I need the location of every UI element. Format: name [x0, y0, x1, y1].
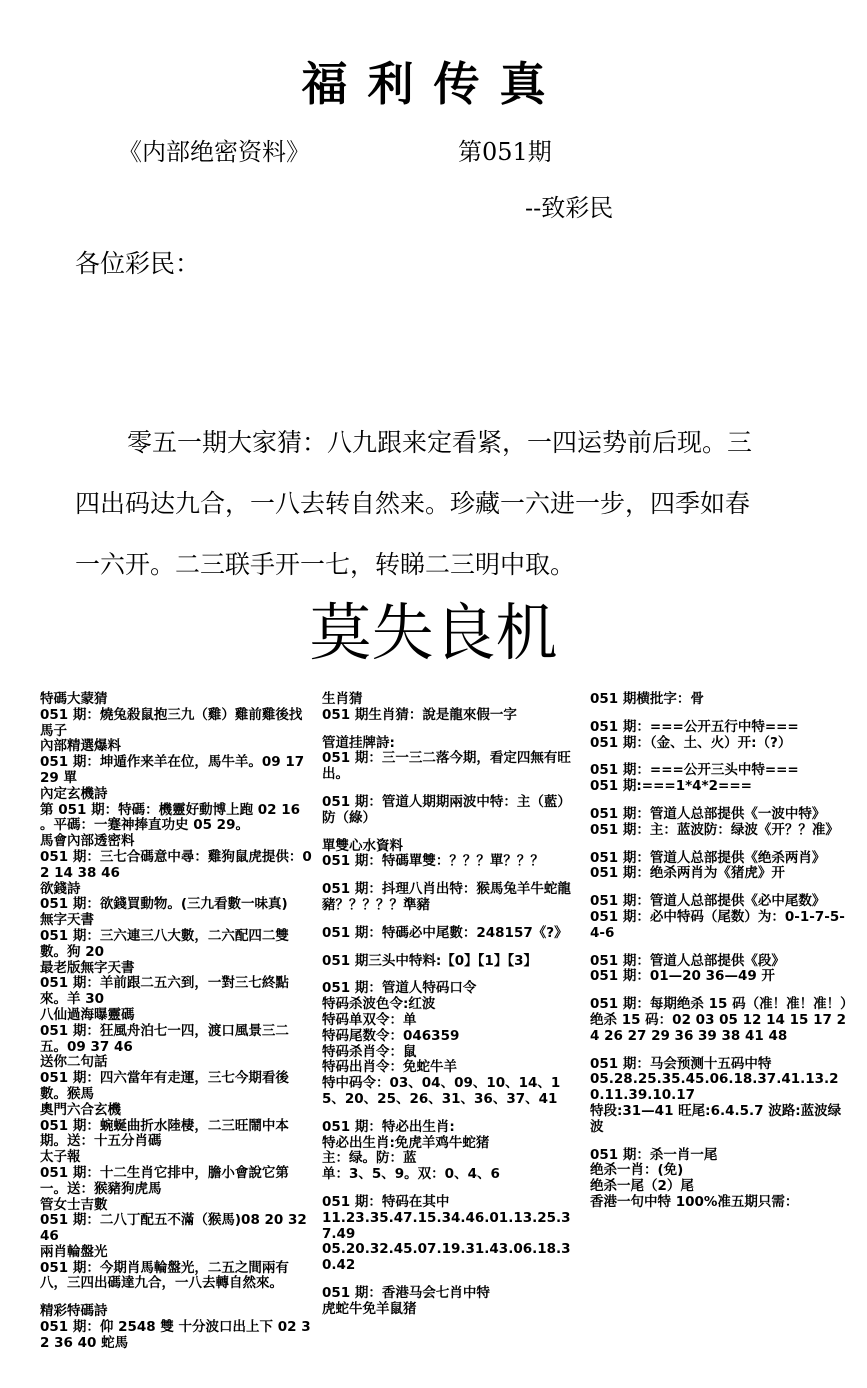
text-line: 管道挂牌詩: [322, 734, 395, 751]
text-line: 特码单双令：单 [322, 1011, 417, 1028]
text-line: 05.28.25.35.45.06.18.37.41.13.20.11.39.10.17 [590, 1071, 839, 1104]
text-line: 單雙心水資料 [322, 837, 403, 854]
text-line: 051 期：===公开五行中特=== [590, 718, 799, 735]
document-subtitle: 《内部绝密资料》 [118, 138, 310, 166]
text-line: 绝杀一肖：(免) [590, 1162, 684, 1179]
text-line: 051 期：羊前跟二五六到，一對三七終點來。羊 30 [40, 975, 289, 1008]
column-middle [322, 692, 577, 1318]
text-line: 管女士吉數 [40, 1196, 108, 1213]
text-line: 051 期：（金、土、火）开:（?） [590, 734, 792, 751]
text-line: 欲錢詩 [40, 880, 81, 897]
text-line: 051 期三头中特料:【0】【1】【3】 [322, 952, 537, 969]
text-line: 特码尾数令：046359 [322, 1027, 460, 1044]
text-line: 051 期：管道人总部提供《必中尾数》 [590, 893, 826, 910]
text-line: 单：3、5、9。双：0、4、6 [322, 1166, 500, 1183]
text-line: 051 期：管道人总部提供《绝杀两肖》 [590, 849, 826, 866]
text-line: 虎蛇牛免羊鼠猪 [322, 1300, 417, 1317]
text-line: 送你二句話 [40, 1054, 108, 1071]
text-line: 051 期：仰 2548 雙 十分波口出上下 02 32 36 40 蛇馬 [40, 1319, 311, 1351]
text-line: 051 期：管道人总部提供《一波中特》 [590, 805, 826, 822]
spacer [590, 839, 848, 851]
text-line: 特必出生肖:免虎羊鸡牛蛇猪 [322, 1134, 490, 1151]
spacer [322, 942, 577, 954]
text-line: 绝杀一尾（2）尾 [590, 1178, 694, 1195]
text-line: 051 期：杀一肖一尾 [590, 1146, 718, 1163]
text-line: 051 期:===1*4*2=== [590, 778, 752, 795]
poem-line: 一六开。二三联手开一七，转睇二三明中取。 [75, 550, 576, 579]
text-line: 太子報 [40, 1149, 81, 1166]
greeting: 各位彩民： [75, 249, 201, 278]
text-line: 特码出肖令：免蛇牛羊 [322, 1059, 457, 1076]
text-line: 051 期横批字：骨 [590, 691, 704, 707]
text-line: 八仙過海曝靈碼 [40, 1006, 135, 1023]
spacer [590, 1045, 848, 1057]
text-line: 051 期：===公开三头中特=== [590, 762, 799, 779]
text-line: 11.23.35.47.15.34.46.01.13.25.37.49 [322, 1209, 571, 1242]
text-line: 051 期：燒兔殺鼠抱三九（雞）雞前雞後找馬子 [40, 706, 303, 739]
page-title: 福利传真 [301, 57, 566, 111]
issue-number: 第051期 [458, 138, 552, 166]
text-line: 051 期：十二生肖它排中，膽小會說它第一。送：猴豬狗虎馬 [40, 1164, 289, 1197]
text-line: 奧門六合玄機 [40, 1101, 121, 1118]
text-line: 051 期：香港马会七肖中特 [322, 1284, 490, 1301]
text-line: 绝杀 15 码：02 03 05 12 14 15 17 24 26 27 29 36 39 38 41 48 [590, 1011, 846, 1044]
text-line: 051 期：坤遁作来羊在位，馬牛羊。09 17 29 單 [40, 754, 305, 786]
text-line: 051 期生肖猜：說是龍來假一字 [322, 706, 517, 723]
text-line: 特中码令：03、04、09、10、14、15、20、25、26、31、36、37、41 [322, 1075, 561, 1107]
spacer [322, 1108, 577, 1120]
spacer [322, 827, 577, 839]
text-line: 051 期：绝杀两肖为《猪虎》开 [590, 865, 785, 882]
spacer [322, 724, 577, 736]
text-line: 無字天書 [40, 912, 94, 929]
spacer [590, 942, 848, 954]
text-line: 051 期：三一三二落今期，看定四無有旺出。 [322, 750, 571, 783]
text-line: 051 期：四六當年有走運，三七今期看後數。猴馬 [40, 1070, 289, 1102]
text-line: 051 期：二八丁配五不滿（猴馬)08 20 32 46 [40, 1212, 307, 1245]
text-line: 051 期：特码在其中 [322, 1193, 450, 1210]
text-line: 051 期：管道人总部提供《段》 [590, 952, 785, 969]
text-line: 主：绿。防：蓝 [322, 1150, 417, 1167]
text-line: 051 期：01—20 36—49 开 [590, 968, 775, 985]
section-title: 莫失良机 [309, 596, 558, 669]
text-line: 馬會內部透密料 [40, 833, 135, 850]
text-line: 05.20.32.45.07.19.31.43.06.18.30.42 [322, 1241, 571, 1274]
text-line: 最老版無字天書 [40, 959, 135, 976]
text-line: 051 期：今期肖馬輪盤光，二五之間兩有八，三四出碼達九合，一八去轉自然來。 [40, 1259, 289, 1292]
text-line: 內定玄機詩 [40, 785, 108, 802]
text-line: 特码杀肖令：鼠 [322, 1043, 417, 1060]
text-line: 生肖猜 [322, 691, 363, 707]
text-line: 兩肖輪盤光 [40, 1243, 108, 1260]
column-left [40, 692, 312, 1352]
text-line: 051 期：狂風舟泊七一四，渡口風景三二五。09 37 46 [40, 1022, 289, 1055]
text-line: 第 051 期：特碼：機靈好動博上跑 02 16 。平碼：一蹇神捧直功史 05 29。 [40, 801, 301, 834]
text-line: 051 期：特碼必中尾數：248157《?》 [322, 924, 568, 941]
spacer [322, 914, 577, 926]
spacer [590, 1136, 848, 1148]
text-line: 051 期：抖理八肖出特：猴馬兔羊牛蛇龍豬？？？？？準豬 [322, 881, 571, 913]
text-line: 051 期：欲錢買動物。(三九看數一味真) [40, 896, 288, 913]
text-line: 內部精選爆料 [40, 738, 121, 755]
poem-line: 四出码达九合，一八去转自然来。珍藏一六进一步，四季如春 [75, 489, 751, 518]
text-line: 051 期：马会预测十五码中特 [590, 1055, 772, 1072]
dedication: --致彩民 [525, 194, 614, 222]
text-line: 051 期：三七合碼意中尋：雞狗鼠虎提供：02 14 38 46 [40, 848, 312, 881]
text-line: 香港一句中特 100%准五期只需： [590, 1193, 799, 1210]
text-line: 特段:31—41 旺尾:6.4.5.7 波路:蓝波绿波 [590, 1102, 842, 1135]
text-line: 051 期：三六連三八大數，二六配四二雙數。狗 20 [40, 927, 289, 960]
text-line: 特码杀波色令:红波 [322, 996, 436, 1013]
text-line: 051 期：特碼單雙：？？？單？？？ [322, 853, 544, 870]
text-line: 051 期：管道人期期兩波中特：主（藍）防（綠） [322, 793, 571, 826]
text-line: 051 期：特必出生肖: [322, 1118, 455, 1135]
text-line: 051 期：管道人特码口令 [322, 980, 477, 997]
poem-line: 零五一期大家猜：八九跟来定看紧，一四运势前后现。三 [127, 428, 753, 457]
spacer [590, 708, 848, 720]
column-right [590, 691, 854, 1211]
text-line: 051 期：主：蓝波防：绿波《开？？准》 [590, 821, 839, 838]
poem-paragraph [75, 412, 805, 595]
text-line: 051 期：蜿蜒曲折水陸棲，二三旺鬧中本期。送：十五分肖碼 [40, 1117, 289, 1150]
text-line: 精彩特碼詩 [40, 1303, 108, 1320]
text-line: 特碼大蒙猜 [40, 691, 108, 707]
text-line: 051 期：必中特码（尾数）为：0-1-7-5-4-6 [590, 908, 845, 941]
text-line: 051 期：每期绝杀 15 码（准！准！准！） [590, 996, 854, 1013]
